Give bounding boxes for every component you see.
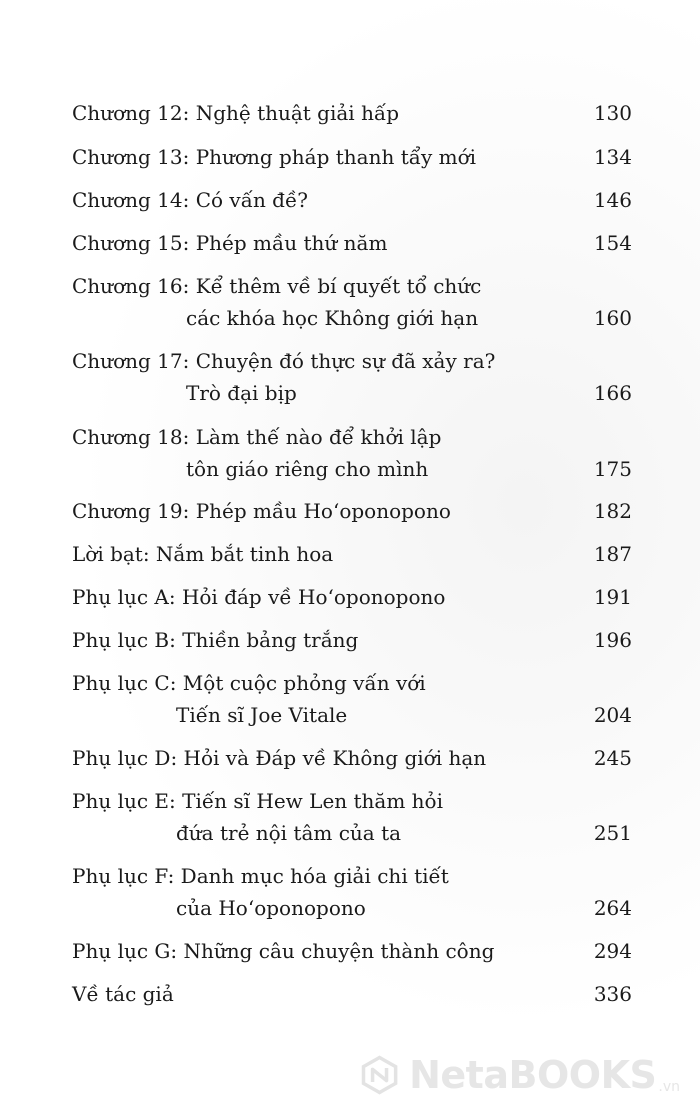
toc-entry-page: 245: [593, 746, 632, 770]
toc-entry-title: Chương 13: Phương pháp thanh tẩy mới: [72, 145, 477, 169]
toc-entry-title: Chương 14: Có vấn đề?: [72, 188, 309, 212]
toc-entry-page: 166: [593, 381, 632, 405]
toc-entry-page: 204: [593, 703, 632, 727]
toc-entry-title: Phụ lục D: Hỏi và Đáp về Không giới hạn: [72, 746, 487, 770]
toc-entry-title-continued: Trò đại bịp: [186, 381, 297, 405]
toc-entry-title: Phụ lục F: Danh mục hóa giải chi tiết: [72, 864, 449, 888]
toc-entry-title: Chương 17: Chuyện đó thực sự đã xảy ra?: [72, 349, 496, 373]
toc-entry-page: 130: [593, 101, 632, 125]
toc-entry-page: 134: [593, 145, 632, 169]
toc-entry-page: 196: [593, 628, 632, 652]
netabooks-watermark: [360, 1045, 680, 1105]
toc-entry-title: Chương 18: Làm thế nào để khởi lập: [72, 425, 442, 449]
toc-entry-title: Chương 12: Nghệ thuật giải hấp: [72, 101, 400, 125]
toc-entry-page: 154: [593, 231, 632, 255]
toc-entry-page: 191: [593, 585, 632, 609]
neta-logo-icon: [360, 1047, 399, 1103]
toc-entry-page: 336: [593, 982, 632, 1006]
toc-entry-title-continued: đứa trẻ nội tâm của ta: [176, 821, 402, 845]
toc-entry-title-continued: tôn giáo riêng cho mình: [186, 457, 429, 481]
toc-entry-page: 175: [593, 457, 632, 481]
toc-entry-page: 146: [593, 188, 632, 212]
toc-entry-title: Phụ lục B: Thiền bảng trắng: [72, 628, 359, 652]
toc-entry-title: Lời bạt: Nắm bắt tinh hoa: [72, 542, 334, 566]
toc-entry-title: Phụ lục A: Hỏi đáp về Hoʻoponopono: [72, 585, 446, 609]
toc-entry-title-continued: của Hoʻoponopono: [176, 896, 366, 920]
toc-entry-page: 160: [593, 306, 632, 330]
watermark-brand: NetaBOOKS: [409, 1053, 657, 1097]
toc-entry-title: Chương 16: Kể thêm về bí quyết tổ chức: [72, 274, 482, 298]
toc-entry-title: Chương 15: Phép mầu thứ năm: [72, 231, 388, 255]
toc-entry-title: Phụ lục E: Tiến sĩ Hew Len thăm hỏi: [72, 789, 443, 813]
toc-entry-page: 182: [593, 499, 632, 523]
toc-entry-title: Chương 19: Phép mầu Hoʻoponopono: [72, 499, 451, 523]
toc-entry-title: Phụ lục C: Một cuộc phỏng vấn với: [72, 671, 426, 695]
toc-entry-title: Về tác giả: [72, 982, 174, 1006]
toc-entry-page: 264: [593, 896, 632, 920]
toc-entry-title-continued: các khóa học Không giới hạn: [186, 306, 479, 330]
toc-entry-page: 294: [593, 939, 632, 963]
toc-entry-page: 187: [593, 542, 632, 566]
watermark-suffix: .vn: [658, 1079, 680, 1095]
toc-entry-title: Phụ lục G: Những câu chuyện thành công: [72, 939, 495, 963]
toc-entry-title-continued: Tiến sĩ Joe Vitale: [176, 703, 348, 727]
toc-entry-page: 251: [593, 821, 632, 845]
